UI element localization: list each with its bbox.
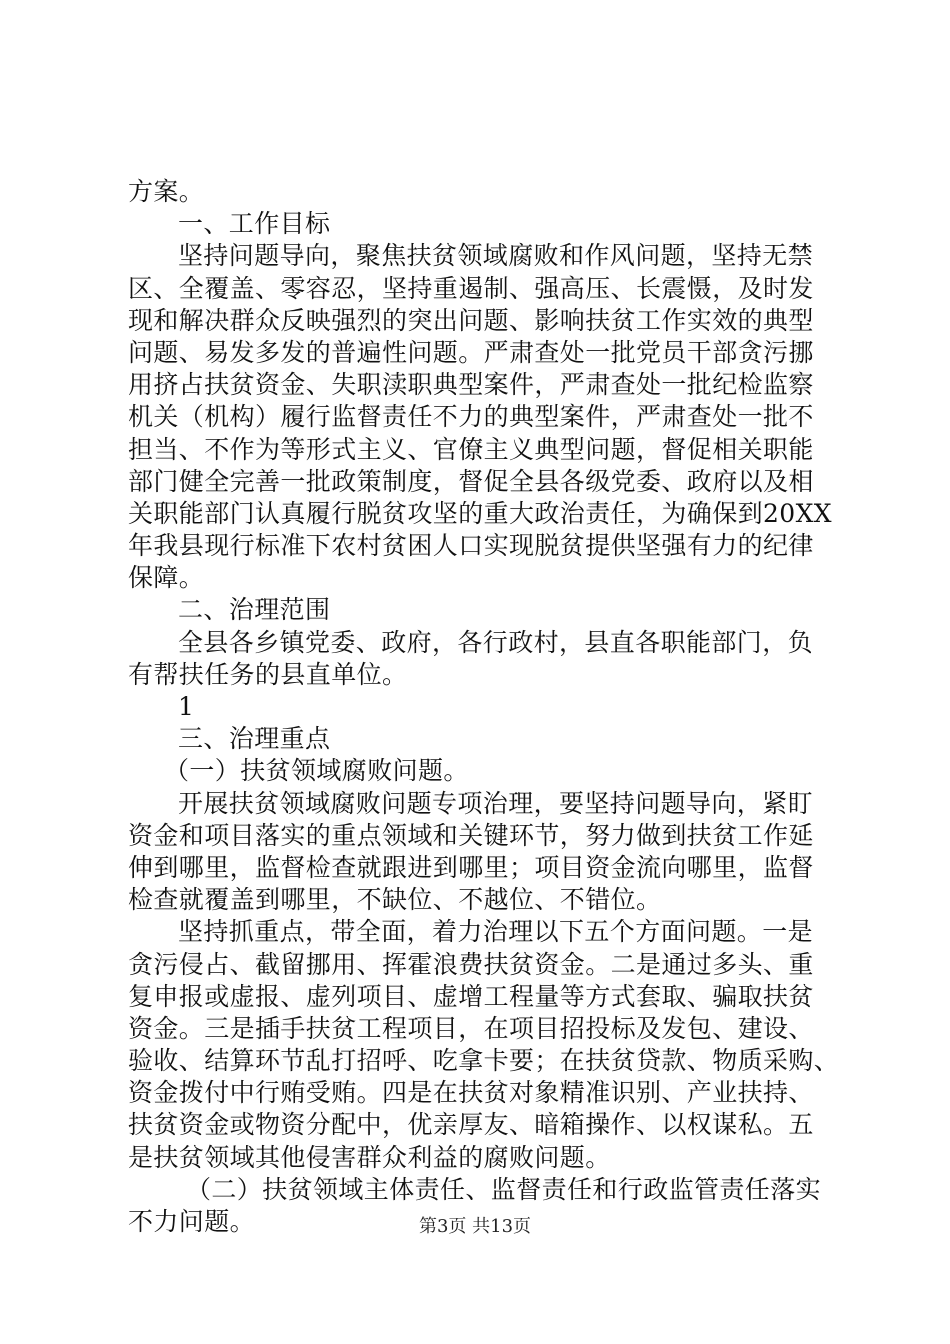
text-line: 区、全覆盖、零容忍，坚持重遏制、强高压、长震慑，及时发 — [128, 273, 814, 303]
text-line: 问题、易发多发的普遍性问题。严肃查处一批党员干部贪污挪 — [128, 337, 814, 367]
text-line: 资金拨付中行贿受贿。四是在扶贫对象精准识别、产业扶持、 — [128, 1078, 814, 1108]
text-line: 用挤占扶贫资金、失职渎职典型案件，严肃查处一批纪检监察 — [128, 370, 814, 400]
text-line: 关职能部门认真履行脱贫攻坚的重大政治责任，为确保到20XX — [128, 498, 833, 528]
text-line: 方案。 — [128, 177, 205, 206]
section-heading: 三、治理重点 — [178, 724, 331, 754]
text-line: 坚持抓重点，带全面，着力治理以下五个方面问题。一是 — [178, 917, 814, 947]
text-line: 伸到哪里，监督检查就跟进到哪里；项目资金流向哪里，监督 — [128, 852, 814, 882]
text-line: 坚持问题导向，聚焦扶贫领域腐败和作风问题，坚持无禁 — [178, 241, 814, 271]
subsection-heading: （一）扶贫领域腐败问题。 — [164, 756, 469, 786]
subsection-heading: （二）扶贫领域主体责任、监督责任和行政监管责任落实 — [186, 1174, 822, 1204]
text-line: 担当、不作为等形式主义、官僚主义典型问题，督促相关职能 — [128, 434, 814, 464]
text-line: 扶贫资金或物资分配中，优亲厚友、暗箱操作、以权谋私。五 — [128, 1110, 814, 1140]
text-line: 部门健全完善一批政策制度，督促全县各级党委、政府以及相 — [128, 466, 814, 496]
text-line: 是扶贫领域其他侵害群众利益的腐败问题。 — [128, 1142, 611, 1172]
text-line: 年我县现行标准下农村贫困人口实现脱贫提供坚强有力的纪律 — [128, 531, 814, 561]
text-line: 有帮扶任务的县直单位。 — [128, 659, 408, 689]
page-marker: 1 — [178, 692, 195, 721]
text-line: 检查就覆盖到哪里，不缺位、不越位、不错位。 — [128, 885, 662, 915]
text-line: 保障。 — [128, 563, 205, 593]
text-line: 开展扶贫领域腐败问题专项治理，要坚持问题导向，紧盯 — [178, 788, 814, 818]
document-body — [128, 176, 848, 1238]
text-line: 资金和项目落实的重点领域和关键环节，努力做到扶贫工作延 — [128, 820, 814, 850]
text-line: 机关（机构）履行监督责任不力的典型案件，严肃查处一批不 — [128, 402, 814, 432]
text-line: 复申报或虚报、虚列项目、虚增工程量等方式套取、骗取扶贫 — [128, 981, 814, 1011]
section-heading: 一、工作目标 — [178, 209, 331, 239]
text-line: 全县各乡镇党委、政府，各行政村，县直各职能部门，负 — [178, 627, 814, 657]
page-footer: 第3页 共13页 — [418, 1216, 532, 1237]
text-line: 现和解决群众反映强烈的突出问题、影响扶贫工作实效的典型 — [128, 305, 814, 335]
text-line: 验收、结算环节乱打招呼、吃拿卡要；在扶贫贷款、物质采购、 — [128, 1046, 840, 1076]
text-line: 贪污侵占、截留挪用、挥霍浪费扶贫资金。二是通过多头、重 — [128, 949, 814, 979]
section-heading: 二、治理范围 — [178, 595, 331, 625]
text-line: 资金。三是插手扶贫工程项目，在项目招投标及发包、建设、 — [128, 1013, 814, 1043]
text-line: 不力问题。 — [128, 1207, 256, 1236]
